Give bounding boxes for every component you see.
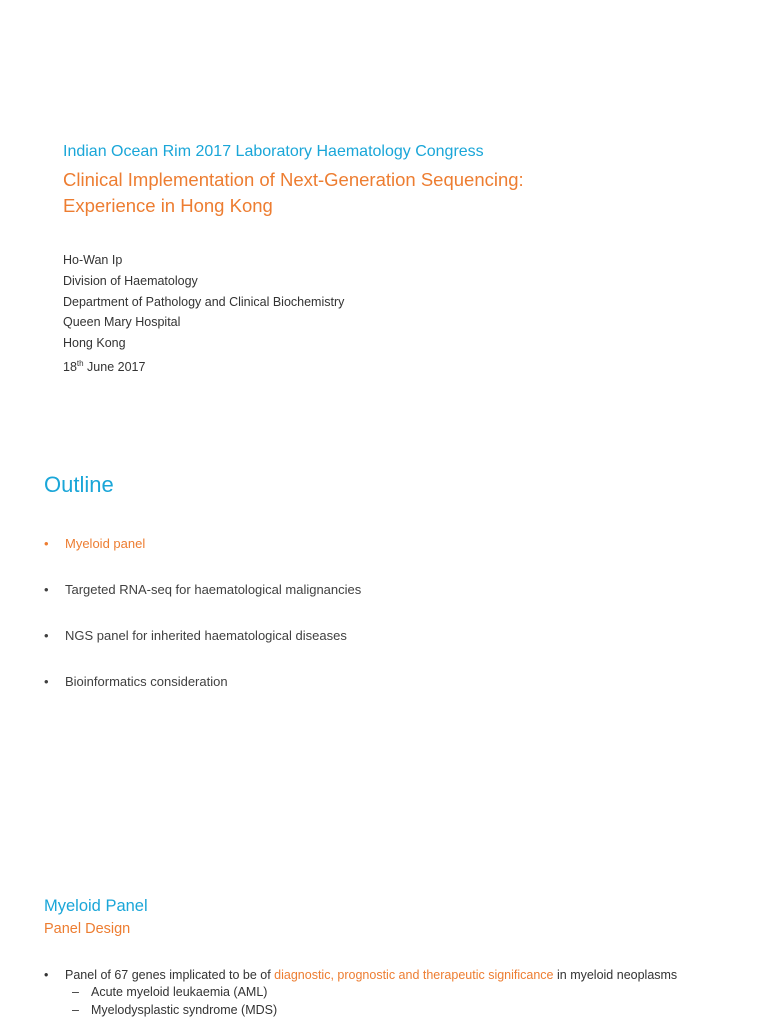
presentation-title (63, 167, 524, 219)
outline-item-myeloid-panel (44, 536, 361, 582)
presentation-date (63, 354, 344, 375)
outline-item-rna-seq (44, 582, 361, 628)
panel-line-highlight: diagnostic, prognostic and therapeutic significance (274, 968, 554, 982)
bullet-icon: • (44, 674, 49, 689)
author-name: Ho-Wan Ip (63, 253, 123, 267)
bullet-icon: • (44, 582, 49, 597)
bullet-icon: • (44, 536, 49, 551)
date-suffix: th (76, 358, 84, 368)
outline-item-label: NGS panel for inherited haematological diseases (65, 628, 347, 643)
hospital: Queen Mary Hospital (63, 315, 181, 330)
panel-design-subtitle: Panel Design (44, 921, 131, 937)
author-info (63, 250, 344, 375)
sub-item-label: Acute myeloid leukaemia (AML) (91, 985, 268, 999)
panel-description (44, 968, 677, 1017)
sub-item-label: Myelodysplastic syndrome (MDS) (91, 1003, 278, 1017)
outline-item-label: Targeted RNA-seq for haematological malignancies (65, 582, 362, 597)
date-day: 18 (63, 359, 77, 374)
panel-line-pre: Panel of 67 genes implicated to be of (65, 968, 275, 982)
outline-title: Outline (44, 472, 114, 497)
bullet-icon: • (44, 628, 49, 643)
myeloid-panel-title: Myeloid Panel (44, 897, 148, 915)
division: Division of Haematology (63, 273, 198, 288)
outline-item-ngs-panel (44, 628, 361, 674)
sub-item-aml (44, 985, 677, 999)
date-rest: June 2017 (83, 359, 146, 374)
dash-icon: – (72, 985, 79, 999)
bullet-icon: • (44, 968, 49, 982)
congress-name: Indian Ocean Rim 2017 Laboratory Haematology Congress (63, 143, 484, 160)
outline-item-bioinformatics (44, 674, 361, 720)
department: Department of Pathology and Clinical Biochemistry (63, 294, 345, 309)
title-line-1: Clinical Implementation of Next-Generation Sequencing: (63, 169, 524, 190)
panel-line-post: in myeloid neoplasms (553, 968, 678, 982)
city: Hong Kong (63, 336, 126, 351)
dash-icon: – (72, 1003, 79, 1017)
outline-item-label: Myeloid panel (65, 536, 146, 551)
sub-item-mds (44, 1003, 677, 1017)
outline-item-label: Bioinformatics consideration (65, 674, 228, 689)
title-line-2: Experience in Hong Kong (63, 195, 273, 216)
outline-list (44, 536, 361, 720)
panel-bullet-line (44, 968, 677, 982)
